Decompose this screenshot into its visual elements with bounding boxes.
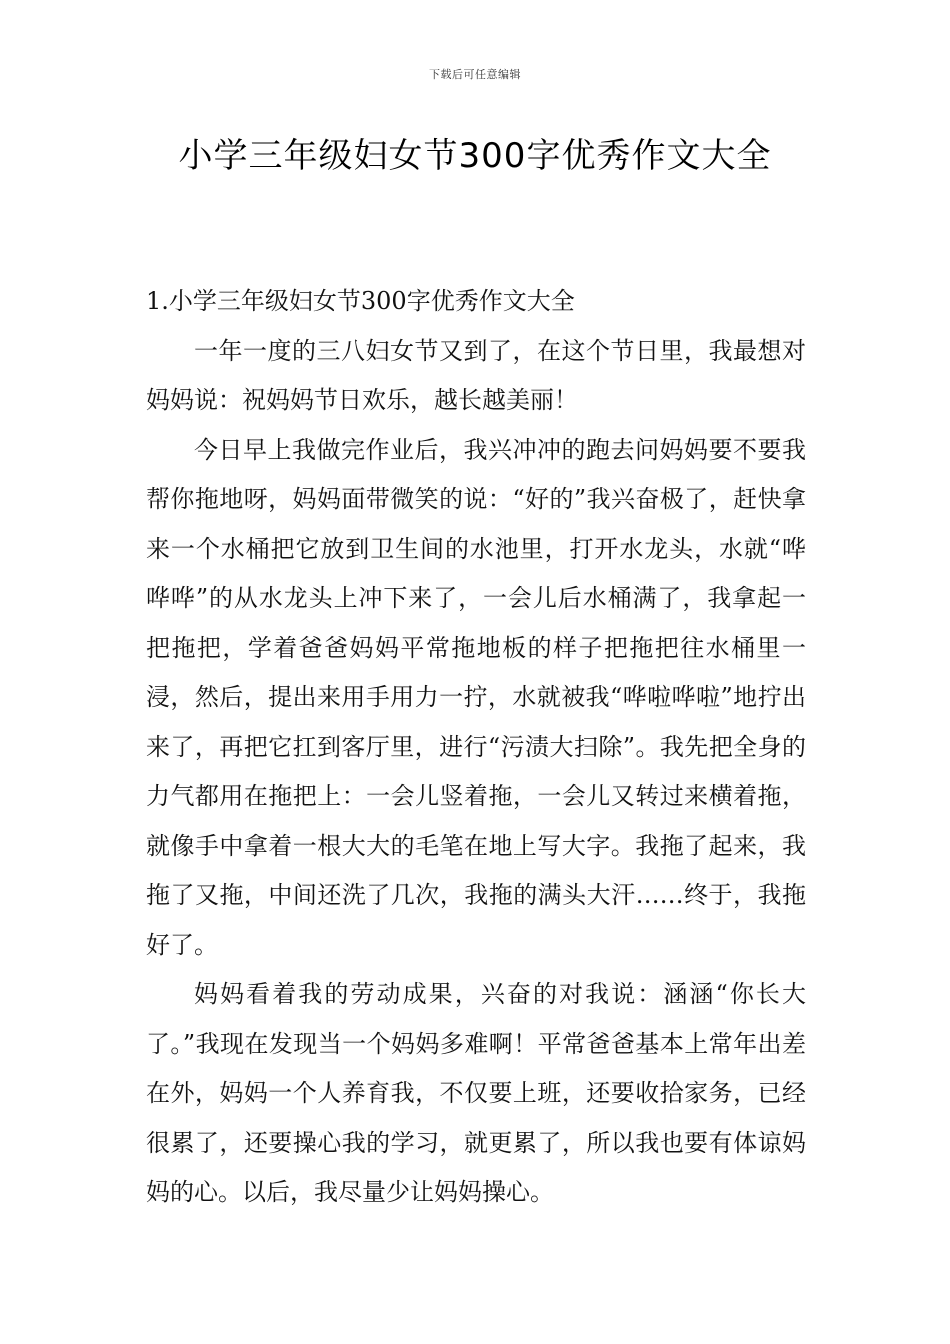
paragraph-3: 妈妈看着我的劳动成果，兴奋的对我说：涵涵“你长大了。”我现在发现当一个妈妈多难啊！平常爸爸基本上常年出差在外，妈妈一个人养育我，不仅要上班，还要收拾家务，已经很累了，还要操心我的学习，就更累了，所以我也要有体谅妈妈的心。以后，我尽量少让妈妈操心。 xyxy=(146,980,806,1206)
document-body xyxy=(146,277,806,1218)
paragraph-1: 一年一度的三八妇女节又到了，在这个节日里，我最想对妈妈说：祝妈妈节日欢乐，越长越美丽！ xyxy=(146,336,806,414)
section-heading: 1.小学三年级妇女节300字优秀作文大全 xyxy=(146,287,575,315)
paragraph-2: 今日早上我做完作业后，我兴冲冲的跑去问妈妈要不要我帮你拖地呀，妈妈面带微笑的说：“好的”我兴奋极了，赶快拿来一个水桶把它放到卫生间的水池里，打开水龙头，水就“哗哗哗”的从水龙头上冲下来了，一会儿后水桶满了，我拿起一把拖把，学着爸爸妈妈平常拖地板的样子把拖把往水桶里一浸，然后，提出来用手用力一拧，水就被我“哗啦哗啦”地拧出来了，再把它扛到客厅里，进行“污渍大扫除”。我先把全身的力气都用在拖把上：一会儿竖着拖，一会儿又转过来横着拖，就像手中拿着一根大大的毛笔在地上写大字。我拖了起来，我拖了又拖，中间还洗了几次，我拖的满头大汗……终于，我拖好了。 xyxy=(146,435,806,959)
header-note: 下载后可任意编辑 xyxy=(429,68,521,81)
document-title: 小学三年级妇女节300字优秀作文大全 xyxy=(178,136,772,176)
